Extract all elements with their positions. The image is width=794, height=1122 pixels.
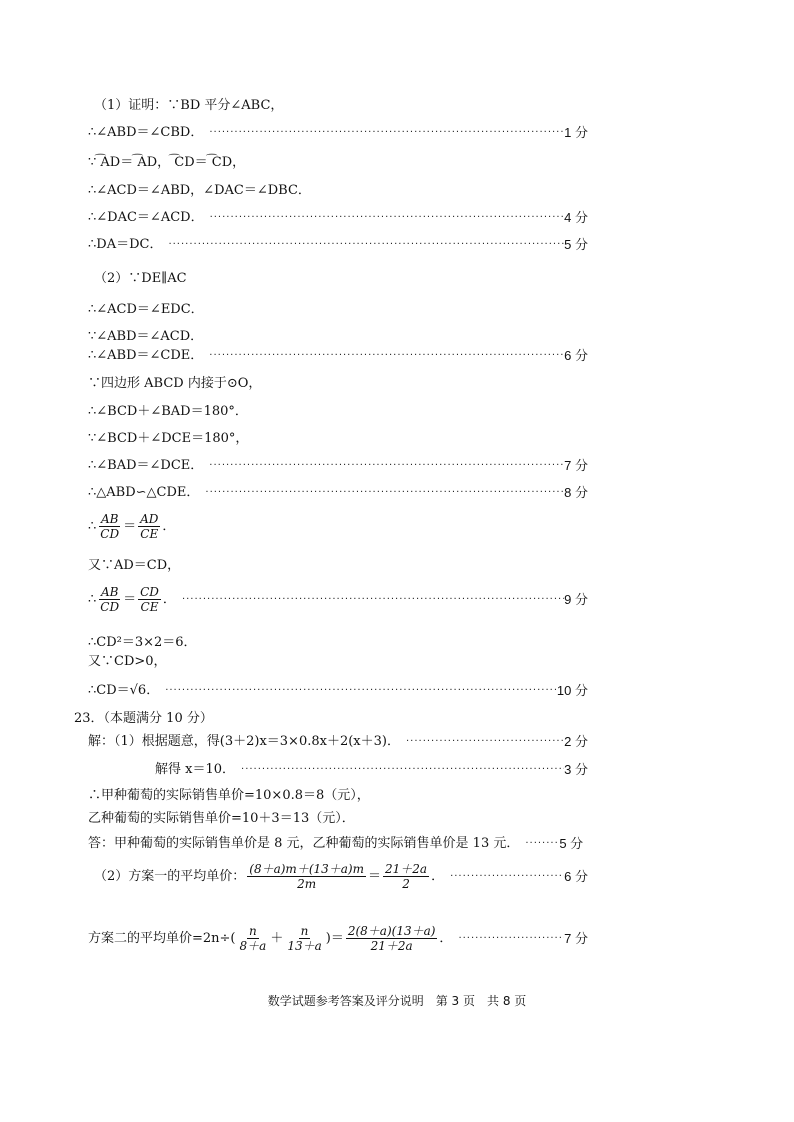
leader-dots xyxy=(400,733,564,751)
page-footer: 数学试题参考答案及评分说明 第 3 页 共 8 页 xyxy=(267,994,527,1008)
fraction: $\frac{n}{8+a}$ xyxy=(239,924,267,953)
solution-line-1: 解：（1）根据题意，得(3＋2)x＝3×0.8x＋2(x＋3)． ····· 2 分 xyxy=(88,733,588,751)
plan-one-line: （2）方案一的平均单价： $\frac{(8+a)m+(13+a)m}{2m}$ ＝ $\frac{21+2a}{2}$ ． ····· 6 分 xyxy=(94,862,588,891)
fraction: $\frac{AB}{CD}$ xyxy=(100,585,120,614)
proof-line-10: ∴∠ABD＝∠CDE． ····· 6 分 xyxy=(88,347,588,365)
leader-dots xyxy=(176,593,564,607)
proof-line-15: ∴△ABD∽△CDE． ····· 8 分 xyxy=(88,484,588,502)
proof-line-1: （1）证明：∵BD 平分∠ABC， xyxy=(94,98,284,113)
fraction: $\frac{CD}{CE}$ xyxy=(140,585,159,614)
plan-two-line: 方案二的平均单价=2n÷( $\frac{n}{8+a}$ ＋ $\frac{n}{13+a}$ )＝ $\frac{2(8+a)(13+a)}{21+2a}$ ． ····· 7 分 xyxy=(88,924,588,953)
leader-dots xyxy=(159,682,557,700)
leader-dots xyxy=(203,347,564,365)
score-label: 5 分 xyxy=(559,836,584,851)
fraction: $\frac{n}{13+a}$ xyxy=(287,924,322,953)
score-label: 6 分 xyxy=(564,348,588,363)
leader-dots xyxy=(203,124,564,142)
score-label: 7 分 xyxy=(564,458,588,473)
fraction: $\frac{(8+a)m+(13+a)m}{2m}$ xyxy=(249,862,364,891)
score-label: 5 分 xyxy=(564,237,588,252)
score-label: 4 分 xyxy=(564,210,588,225)
proof-line-5: ∴∠DAC＝∠ACD． ····· 4 分 xyxy=(88,209,588,227)
leader-dots xyxy=(204,209,565,227)
proof-line-11: ∵四边形 ABCD 内接于⊙O， xyxy=(88,376,262,391)
proof-line-8: ∴∠ACD＝∠EDC． xyxy=(88,302,204,317)
proof-line-9: ∵∠ABD＝∠ACD． xyxy=(88,329,204,344)
score-label: 7 分 xyxy=(564,930,588,946)
solution-line-3: ∴甲种葡萄的实际销售单价=10×0.8＝8（元）， xyxy=(88,788,370,803)
leader-dots xyxy=(452,932,564,946)
score-label: 3 分 xyxy=(564,762,588,777)
proof-line-17: ∴CD²＝3×2＝6． xyxy=(88,635,197,650)
score-label: 10 分 xyxy=(556,683,588,698)
leader-dots xyxy=(519,835,559,853)
proof-fraction-1: ∴ $\frac{AB}{CD}$ ＝ $\frac{AD}{CE}$ ． xyxy=(88,512,176,541)
proof-line-16: 又∵AD＝CD， xyxy=(88,558,181,573)
proof-fraction-2: ∴ $\frac{AB}{CD}$ ＝ $\frac{CD}{CE}$ ． ····· 9 分 xyxy=(88,585,588,614)
leader-dots xyxy=(203,457,564,475)
question-23-heading: 23．（本题满分 10 分） xyxy=(74,711,213,726)
score-label: 8 分 xyxy=(564,485,588,500)
fraction: $\frac{AD}{CE}$ xyxy=(140,512,159,541)
score-label: 9 分 xyxy=(564,591,588,607)
score-label: 1 分 xyxy=(564,125,588,140)
proof-line-13: ∵∠BCD＋∠DCE＝180°， xyxy=(88,431,249,446)
leader-dots xyxy=(235,761,564,779)
proof-line-3: ∵ ͡AD＝ ͡AD， ͡CD＝ ͡CD， xyxy=(88,155,246,170)
proof-line-18: 又∵CD>0， xyxy=(88,654,167,669)
proof-line-6: ∴DA＝DC． ····· 5 分 xyxy=(88,236,588,254)
score-label: 6 分 xyxy=(564,868,588,884)
leader-dots xyxy=(444,870,564,884)
fraction: $\frac{21+2a}{2}$ xyxy=(385,862,428,891)
proof-line-4: ∴∠ACD＝∠ABD，∠DAC＝∠DBC． xyxy=(88,183,311,198)
proof-line-12: ∴∠BCD＋∠BAD＝180°． xyxy=(88,404,248,419)
proof-line-19: ∴CD＝√6． ····· 10 分 xyxy=(88,682,588,700)
score-label: 2 分 xyxy=(564,734,588,749)
proof-line-2: ∴∠ABD＝∠CBD． ····· 1 分 xyxy=(88,124,588,142)
fraction: $\frac{AB}{CD}$ xyxy=(100,512,120,541)
solution-line-4: 乙种葡萄的实际销售单价=10＋3＝13（元）． xyxy=(88,811,355,826)
leader-dots xyxy=(199,484,564,502)
solution-answer: 答：甲种葡萄的实际销售单价是 8 元，乙种葡萄的实际销售单价是 13 元． ····· 5 分 xyxy=(88,835,588,853)
leader-dots xyxy=(162,236,564,254)
proof-line-14: ∴∠BAD＝∠DCE． ····· 7 分 xyxy=(88,457,588,475)
solution-line-2: 解得 x＝10． ····· 3 分 xyxy=(155,761,588,779)
fraction: $\frac{2(8+a)(13+a)}{21+2a}$ xyxy=(347,924,436,953)
proof-line-7: （2）∵DE∥AC xyxy=(94,271,187,286)
